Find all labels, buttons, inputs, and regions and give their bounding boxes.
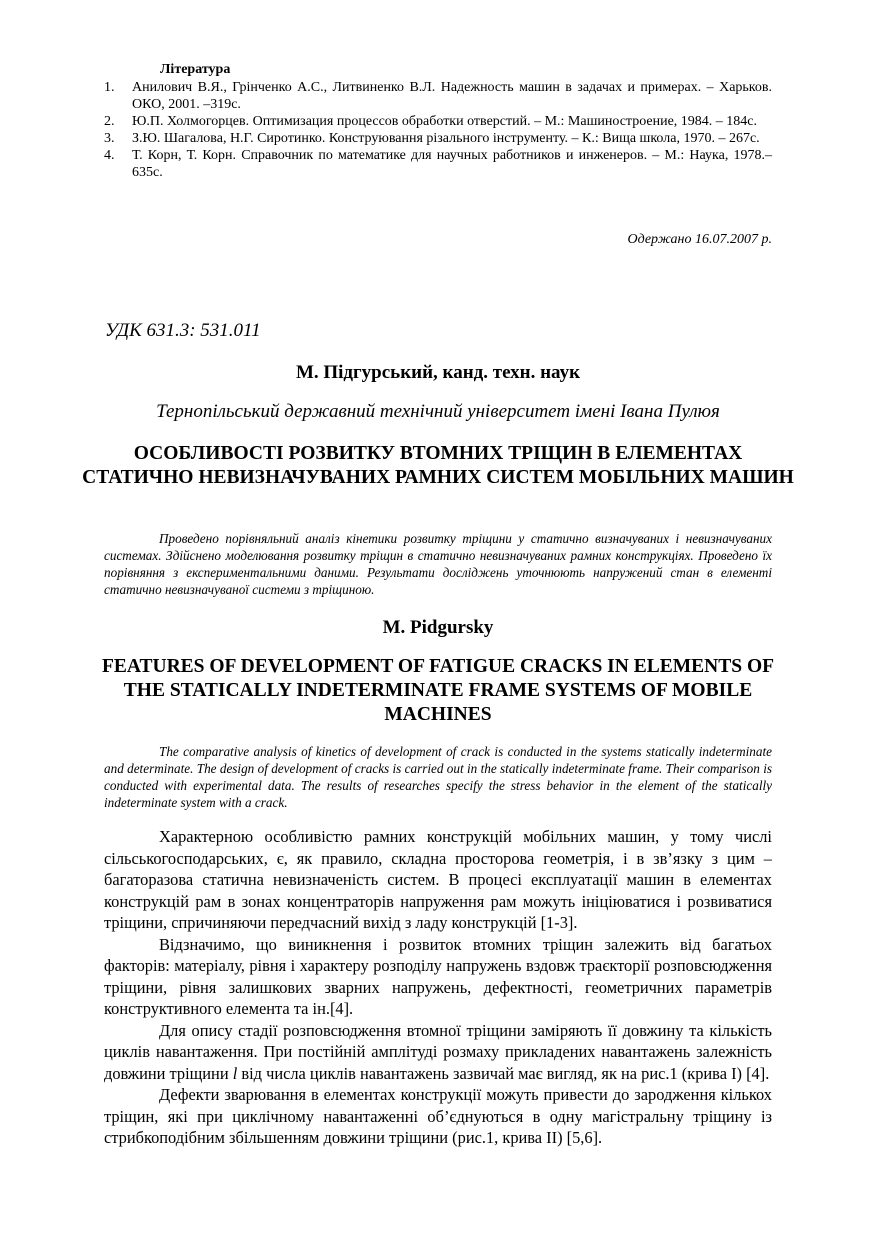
reference-number: 2. bbox=[104, 114, 115, 129]
abstract-english: The comparative analysis of kinetics of development of crack is conducted in the systems statically indeterminate and determinate. The design of development of cracks is carried out in the statically indeterminate frame. Their comparison is conducted with experimental data. The results of researches specify the stress behavior in the element of the statically indeterminate system with a crack. bbox=[104, 744, 772, 810]
affiliation: Тернопільський державний технічний університет імені Івана Пулюя bbox=[156, 401, 720, 422]
literature-heading: Література bbox=[160, 62, 231, 77]
reference-text: Т. Корн, Т. Корн. Справочник по математике для научных работников и инженеров. – М.: Наука, 1978.– 635с. bbox=[132, 148, 772, 180]
article-title-ukrainian: ОСОБЛИВОСТІ РОЗВИТКУ ВТОМНИХ ТРІЩИН В ЕЛЕМЕНТАХ СТАТИЧНО НЕВИЗНАЧУВАНИХ РАМНИХ СИСТЕМ МОБІЛЬНИХ МАШИН bbox=[82, 443, 794, 488]
reference-text: Ю.П. Холмогорцев. Оптимизация процессов обработки отверстий. – М.: Машиностроение, 1984. – 184с. bbox=[132, 114, 758, 129]
crack-length-variable: l bbox=[232, 1063, 238, 1083]
reference-number: 1. bbox=[104, 80, 115, 95]
reference-item bbox=[104, 130, 772, 147]
reference-number: 4. bbox=[104, 148, 115, 163]
article-title-english: FEATURES OF DEVELOPMENT OF FATIGUE CRACKS IN ELEMENTS OF THE STATICALLY INDETERMINATE FRAME SYSTEMS OF MOBILE MACHINES bbox=[101, 656, 775, 725]
body-paragraph: Відзначимо, що виникнення і розвиток втомних тріщин залежить від багатьох факторів: матеріалу, рівня і характеру розподілу напружень вздовж траєкторії розповсюдження тріщини, рівня залишкових зварних напружень, дефектності, геометричних параметрів конструктивного елемента та ін.[4]. bbox=[104, 934, 772, 1018]
body-paragraph: Дефекти зварювання в елементах конструкції можуть привести до зародження кількох тріщин, які при циклічному навантаженні об’єднуються в одну магістральну тріщину із стрибкоподібним збільшенням довжини тріщини (рис.1, крива II) [5,6]. bbox=[104, 1085, 772, 1147]
paragraph-text: Для опису стадії розповсюдження втомної тріщини заміряють її довжину та кількість циклів навантаження. При постійній амплітуді розмаху прикладених навантажень залежність довжини тріщини bbox=[104, 1020, 772, 1083]
reference-item bbox=[104, 79, 772, 113]
reference-item bbox=[104, 147, 772, 181]
reference-text: Анилович В.Я., Грінченко А.С., Литвиненко В.Л. Надежность машин в задачах и примерах. – Харьков. ОКО, 2001. –319с. bbox=[132, 80, 772, 112]
received-date: Одержано 16.07.2007 р. bbox=[627, 232, 772, 247]
author-english: M. Pidgursky bbox=[382, 617, 494, 638]
reference-text: З.Ю. Шагалова, Н.Г. Сиротинко. Конструювання різального інструменту. – К.: Вища школа, 1970. – 267с. bbox=[132, 131, 760, 146]
reference-item bbox=[104, 113, 772, 130]
paragraph-text: від числа циклів навантажень зазвичай має вигляд, як на рис.1 (крива I) [4]. bbox=[237, 1063, 770, 1083]
article-body bbox=[104, 826, 772, 1149]
udk-code: УДК 631.3: 531.011 bbox=[105, 320, 261, 341]
abstract-ukrainian: Проведено порівняльний аналіз кінетики розвитку тріщини у статично визначуваних і невизначуваних системах. Здійснено моделювання розвитку тріщин в статично невизначуваних рамних конструкціях. Проведено їх порівняння з експериментальними даними. Результати досліджень уточнюють напружений стан в елементі статично невизначуваної системи з тріщиною. bbox=[104, 531, 772, 597]
body-paragraph: Характерною особливістю рамних конструкцій мобільних машин, у тому числі сільськогосподарських, є, як правило, складна просторова геометрія, і в зв’язку з цим – багаторазова статична невизначеність систем. В процесі експлуатації машин в елементах конструкцій рам в зонах концентраторів напруження рам можуть ініціюватися і розвиватися тріщини, спричиняючи передчасний вихід з ладу конструкцій [1-3]. bbox=[104, 827, 772, 932]
reference-number: 3. bbox=[104, 131, 115, 146]
author-ukrainian: М. Підгурський, канд. техн. наук bbox=[295, 362, 581, 383]
body-paragraph bbox=[104, 1020, 772, 1085]
reference-list bbox=[104, 79, 772, 181]
